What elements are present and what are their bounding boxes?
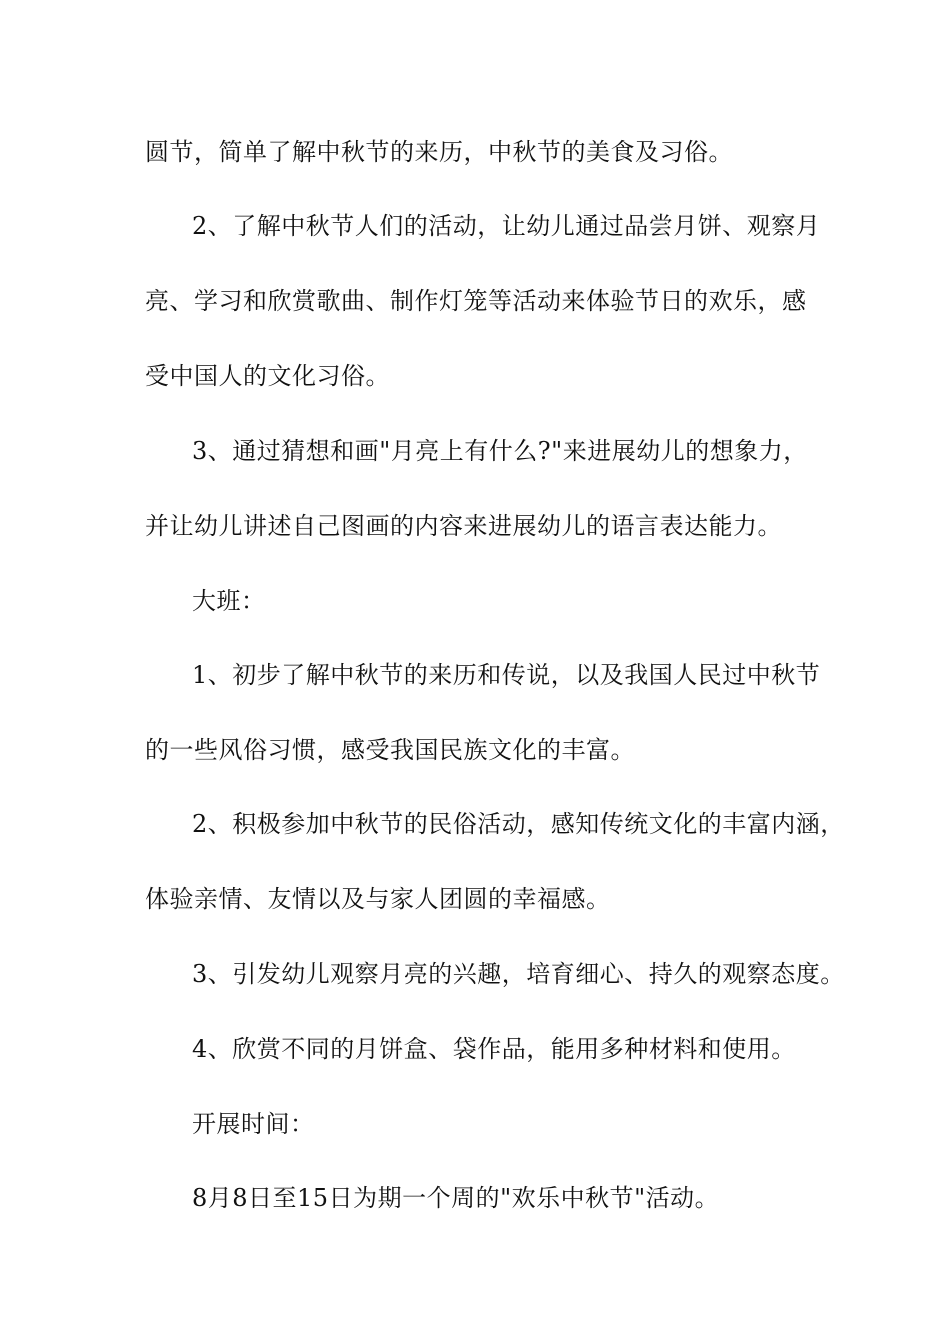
text-line: 的一些风俗习惯，感受我国民族文化的丰富。 — [145, 736, 635, 764]
text-line: 2、积极参加中秋节的民俗活动，感知传统文化的丰富内涵， — [192, 810, 845, 838]
text-line: 并让幼儿讲述自己图画的内容来进展幼儿的语言表达能力。 — [145, 512, 782, 540]
text-line: 亮、学习和欣赏歌曲、制作灯笼等活动来体验节日的欢乐，感 — [145, 287, 807, 315]
text-line: 1、初步了解中秋节的来历和传说，以及我国人民过中秋节 — [192, 661, 821, 689]
text-line: 4、欣赏不同的月饼盒、袋作品，能用多种材料和使用。 — [192, 1035, 796, 1063]
text-line: 3、通过猜想和画"月亮上有什么?"来进展幼儿的想象力， — [192, 437, 808, 465]
section-heading: 开展时间： — [192, 1110, 315, 1138]
text-line: 8月8日至15日为期一个周的"欢乐中秋节"活动。 — [192, 1184, 720, 1212]
text-line: 3、引发幼儿观察月亮的兴趣，培育细心、持久的观察态度。 — [192, 960, 845, 988]
text-line: 受中国人的文化习俗。 — [145, 362, 390, 390]
text-line: 体验亲情、友情以及与家人团圆的幸福感。 — [145, 885, 611, 913]
text-line: 圆节，简单了解中秋节的来历，中秋节的美食及习俗。 — [145, 138, 733, 166]
section-heading: 大班： — [192, 587, 266, 615]
text-line: 2、了解中秋节人们的活动，让幼儿通过品尝月饼、观察月 — [192, 212, 821, 240]
